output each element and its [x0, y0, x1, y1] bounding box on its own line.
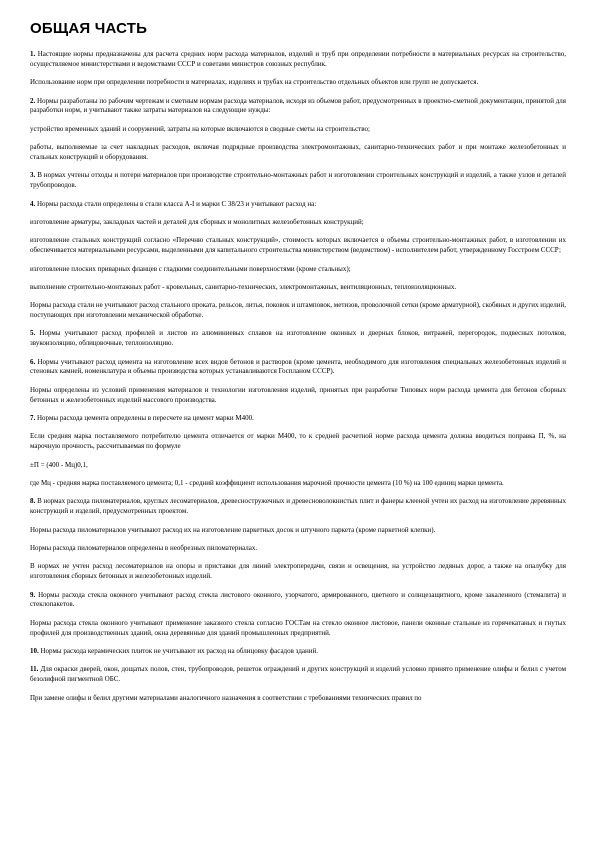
paragraph-text: работы, выполняемые за счет накладных расходов, включая подрядные производства электромонтажных, санитарно-технических работ и при монтаже железобетонных и стальных конструкций и оборудования.: [30, 143, 566, 161]
document-body: [30, 50, 566, 712]
paragraph: [30, 218, 566, 228]
paragraph-number: 2.: [30, 96, 36, 105]
paragraph: [30, 236, 566, 256]
paragraph-number: 11.: [30, 665, 39, 674]
paragraph-text: Нормы учитывают расход профилей и листов из алюминиевых сплавов на изготовление оконных и дверных блоков, витражей, перегородок, подвесных потолков, звукоизоляцию, облицовочные, теплоизоляцию.: [30, 329, 567, 348]
paragraph: [30, 143, 566, 163]
paragraph-text: Нормы расхода стали не учитывают расход стального проката, рельсов, литья, поковок и штамповок, метизов, проволочной сетки (кроме арматурной), скобяных и других изделий, поступающих при изготовлении механической обработке.: [30, 301, 566, 320]
paragraph-text: Нормы расхода пиломатериалов учитывают расход их на изготовление паркетных досок и штучного паркета (кроме паркетной клепки).: [30, 525, 436, 534]
paragraph-text: В нормах учтены отходы и потери материалов при производстве строительно-монтажных работ и изготовлении строительных конструкций и изделий, а также узлов и деталей трубопроводов.: [30, 171, 566, 190]
paragraph: [30, 97, 566, 117]
paragraph: [30, 497, 566, 517]
page-title: ОБЩАЯ ЧАСТЬ: [30, 20, 148, 37]
paragraph-text: изготовление арматуры, закладных частей и деталей для сборных и монолитных железобетонных конструкций;: [30, 217, 364, 226]
paragraph: [30, 301, 566, 321]
paragraph: [30, 562, 566, 582]
paragraph: [30, 50, 566, 70]
paragraph-text: Настоящие нормы предназначены для расчета средних норм расхода материалов, изделий и труб при определении потребности в материальных ресурсах на строительство, осуществляемое министерствами и ведомствами СССР и советами министров союзных республик.: [30, 50, 566, 68]
paragraph: [30, 665, 566, 685]
paragraph: [30, 591, 566, 611]
paragraph-number: 6.: [30, 357, 36, 366]
paragraph: [30, 526, 566, 536]
paragraph: [30, 200, 566, 210]
paragraph-text: Нормы расхода стали определены в стали класса А-I и марки С 38/23 и учитывают расход на:: [37, 199, 317, 208]
paragraph-text: устройство временных зданий и сооружений, затраты на которые включаются в сводные сметы на строительство;: [30, 124, 370, 133]
paragraph-text: Для окраски дверей, окон, дощатых полов, стен, трубопроводов, решеток ограждений и других конструкций и изделий условно принято применение олифы и белил с учетом безолифной пигментной ОБС.: [30, 665, 566, 684]
paragraph-text: При замене олифы и белил другими материалами аналогичного назначения в соответствии с требованиями технических правил по: [30, 693, 422, 702]
paragraph-text: Нормы расхода керамических плиток не учитывают их расход на облицовку фасадов зданий.: [40, 646, 318, 655]
paragraph-text: ±П = (400 - Мц)0,1,: [30, 460, 88, 469]
paragraph-text: где Мц - средняя марка поставляемого цемента; 0,1 - средний коэффициент использования марочной прочности цемента (10 %) на 100 единиц марки цемента.: [30, 479, 504, 487]
paragraph-text: Нормы учитывают расход цемента на изготовление всех видов бетонов и растворов (кроме цемента, необходимого для изготовления специальных железобетонных изделий и стеновых камней, номенклатура и объемы производства которых устанавливаются Госпланом СССР).: [30, 357, 566, 376]
paragraph-number: 3.: [30, 171, 36, 180]
paragraph-text: Если средняя марка поставляемого потребителю цемента отличается от марки М400, то к средней расчетной норме расхода цемента должна вводиться поправка П, %, на марочную прочность, рассчитываемая по формуле: [30, 432, 566, 451]
paragraph: [30, 283, 566, 293]
paragraph-text: Нормы разработаны по рабочим чертежам и сметным нормам расхода материалов, исходя из объемов работ, предусмотренных в проектно-сметной документации, принятой для разработки норм, и учитывают также затраты материалов на следующие нужды:: [30, 96, 567, 115]
paragraph: [30, 358, 566, 378]
paragraph: [30, 432, 566, 452]
paragraph-text: В нормах не учтен расход лесоматериалов на опоры и приставки для линий электропередачи, связи и освещения, на устройство ледяных дорог, а также на опалубку для изготовления сборных бетонных и железобетонных изделий.: [30, 562, 566, 581]
paragraph-text: В нормах расхода пиломатериалов, круглых лесоматериалов, древесностружечных и древесноволокнистых плит и фанеры клееной учтен их расход на изготовление деревянных конструкций и изделий, предусмотренных проектом.: [30, 497, 567, 516]
paragraph-number: 10.: [30, 646, 39, 655]
paragraph-text: Нормы расхода цемента определены в пересчете на цемент марки М400.: [37, 414, 254, 423]
paragraph-text: Нормы определены из условий применения материалов и технологии изготовления изделий, принятых при разработке Типовых норм расхода цемента для бетонов сборных бетонных и железобетонных изделий массового производства.: [30, 385, 566, 404]
paragraph-text: Нормы расхода стекла оконного учитывают расход стекла листового оконного, узорчатого, армированного, цветного и солнцезащитного, кроме закаленного (стемалита) и стеклопакетов.: [30, 590, 566, 609]
paragraph-text: Использование норм при определении потребности в материалах, изделиях и трубах на строительство отдельных объектов или групп не допускается.: [30, 78, 479, 87]
paragraph: [30, 461, 566, 471]
paragraph-number: 8.: [30, 497, 36, 506]
paragraph: [30, 265, 566, 275]
paragraph: [30, 647, 566, 657]
paragraph: [30, 619, 566, 639]
paragraph-number: 4.: [30, 199, 36, 208]
paragraph-text: Нормы расхода пиломатериалов определены в необрезных пиломатериалах.: [30, 543, 258, 552]
paragraph-text: выполнение строительно-монтажных работ - кровельных, санитарно-технических, электромонтажных, вентиляционных, теплоизоляционных.: [30, 282, 457, 291]
paragraph-number: 5.: [30, 329, 36, 338]
paragraph: [30, 329, 566, 349]
paragraph-text: изготовление плоских приварных фланцев с гладкими соединительными поверхностями (кроме стальных);: [30, 264, 351, 273]
paragraph: [30, 544, 566, 554]
paragraph: [30, 125, 566, 135]
paragraph-text: Нормы расхода стекла оконного учитывают применение заказного стекла согласно ГОСТам на стекло оконное листовое, панели оконные стальные из горячекатаных и гнутых профилей для производственных зданий, окна деревянные для зданий промышленных предприятий.: [30, 618, 566, 637]
paragraph: [30, 78, 566, 88]
paragraph: [30, 414, 566, 424]
paragraph: [30, 694, 566, 704]
paragraph-text: изготовление стальных конструкций согласно «Перечню стальных конструкций», стоимость которых включается в объемы строительно-монтажных работ, в изготовлении их обеспечивается материальными ресурсами, выделенными для капитального строительства министерством (ведомством) - исполнителем работ, утвержденному Госстроем СССР;: [30, 236, 566, 255]
paragraph-number: 9.: [30, 590, 36, 599]
paragraph-number: 1.: [30, 50, 36, 58]
paragraph: [30, 386, 566, 406]
paragraph: [30, 479, 566, 489]
paragraph-number: 7.: [30, 414, 36, 423]
paragraph: [30, 171, 566, 191]
